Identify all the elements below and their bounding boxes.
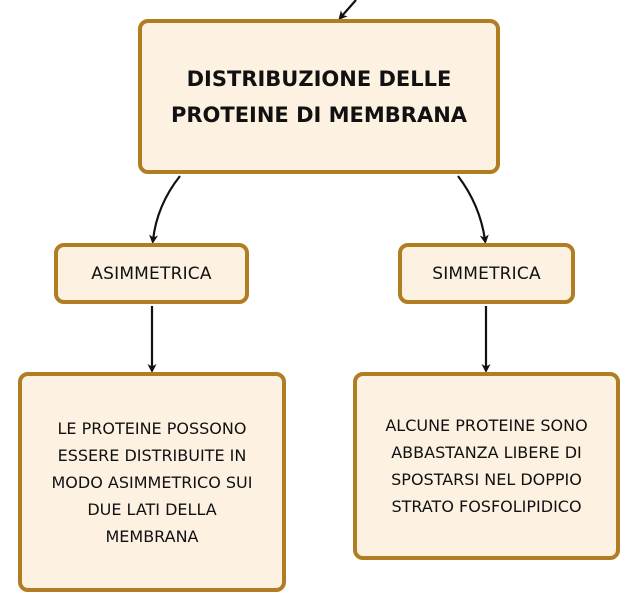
asimmetrica-description-text: LE PROTEINE POSSONO ESSERE DISTRIBUITE IN MODO ASIMMETRICO SUI DUE LATI DELLA MEMBRANA xyxy=(51,418,253,546)
simmetrica-description-text: ALCUNE PROTEINE SONO ABBASTANZA LIBERE DI SPOSTARSI NEL DOPPIO STRATO FOSFOLIPIDICO xyxy=(385,416,588,516)
root-concept-node xyxy=(138,19,500,174)
asimmetrica-label: ASIMMETRICA xyxy=(91,263,212,284)
simmetrica-description-node xyxy=(353,372,620,560)
asimmetrica-node xyxy=(54,243,249,304)
asimmetrica-description-node xyxy=(18,372,286,592)
simmetrica-label: SIMMETRICA xyxy=(432,263,541,284)
root-concept-label: DISTRIBUZIONE DELLE PROTEINE DI MEMBRANA xyxy=(170,66,468,127)
arrow-root-to-simmetrica xyxy=(458,176,485,240)
simmetrica-node xyxy=(398,243,575,304)
arrow-root-to-asimmetrica xyxy=(153,176,180,240)
incoming-arrow xyxy=(341,0,356,17)
